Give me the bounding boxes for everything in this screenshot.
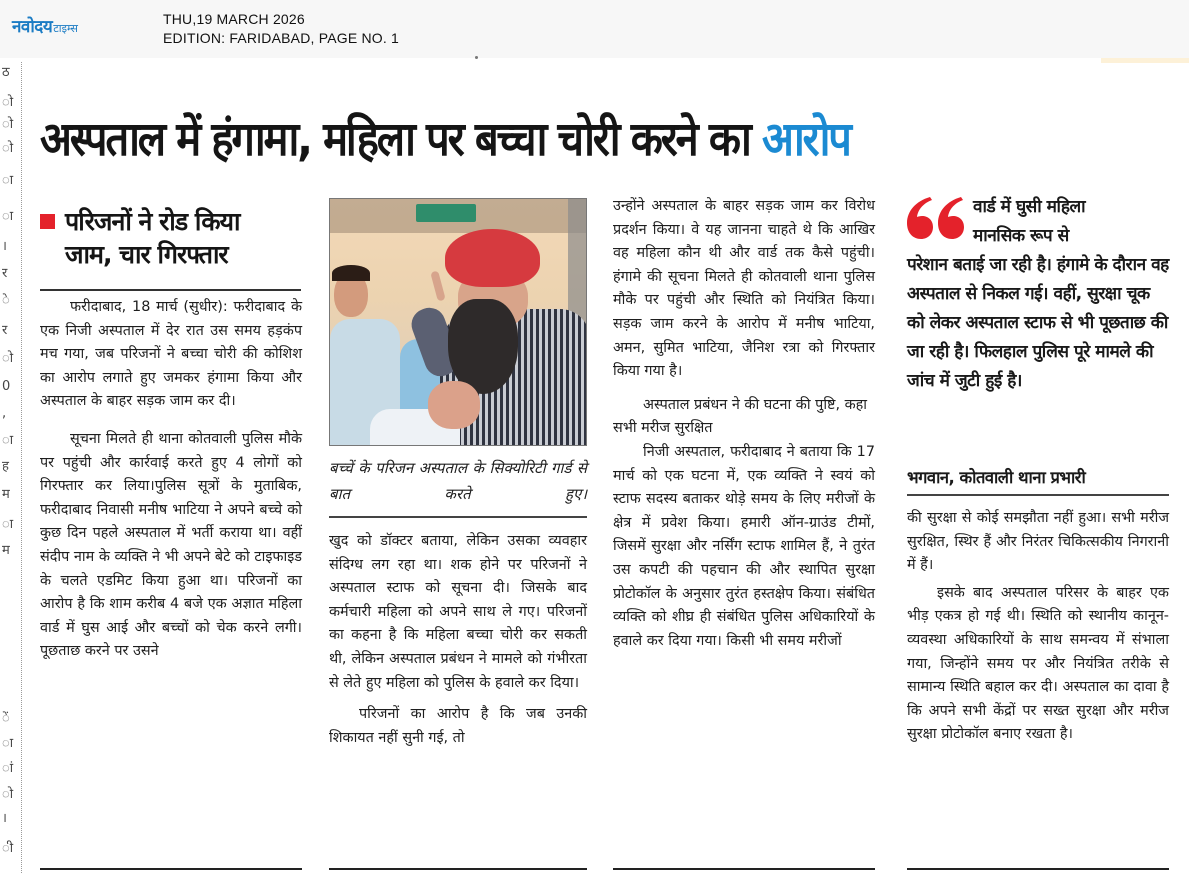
paragraph: निजी अस्पताल, फरीदाबाद ने बताया कि 17 मार्च को एक घटना में, एक व्यक्ति ने स्वयं को स्टाफ सदस्य बताकर थोड़े समय के लिए मरीजों के क्षेत्र में प्रवेश किया। हमारी ऑन-ग्राउंड टीमों, जिसमें सुरक्षा और नर्सिंग स्टाफ शामिल हैं, ने तुरंत उस कपटी की पहचान की और स्थापित सुरक्षा प्रोटोकॉल के अनुसार तुरंत हस्तक्षेप किया। संबंधित व्यक्ति को शीघ्र ही संबंधित पुलिस अधिकारियों के हवाले कर दिया गया। किसी भी समय मरीजों — [613, 443, 875, 649]
column-divider-dotted — [21, 62, 22, 873]
bleed-char: ो — [2, 351, 14, 366]
column-bottom-rule — [613, 868, 875, 870]
bleed-char: र — [2, 323, 8, 338]
column-bottom-rule — [329, 868, 587, 870]
bleed-char: म — [2, 487, 10, 502]
paragraph: सूचना मिलते ही थाना कोतवाली पुलिस मौके पर पहुंची और कार्रवाई करते हुए 4 लोगों को गिरफ्तार कर लिया।पुलिस सूत्रों के मुताबिक, फरीदाबाद निवासी मनीष भाटिया ने अपने बच्चे को कुछ दिन पहले अस्पताल में भर्ती कराया था। वहीं संदीप नाम के व्यक्ति ने भी अपने बेटे को टाइफाइड के चलते एडमिट किया हुआ था। परिजनों का आरोप है कि शाम करीब 4 बजे एक अज्ञात महिला वार्ड में घुस आई और बच्चों को चेक करने लगी। पूछताछ करने पर उसने — [40, 430, 302, 660]
quote-attribution: भगवान, कोतवाली थाना प्रभारी — [907, 468, 1086, 487]
bleed-char: ां — [2, 761, 14, 776]
quote-line-2: मानसिक रूप से — [973, 226, 1069, 246]
paragraph-dateline: फरीदाबाद, 18 मार्च (सुधीर): फरीदाबाद के एक निजी अस्पताल में देर रात उस समय हड़कंप मच गया, जब परिजनों ने बच्चा चोरी की कोशिश का आरोप लगाते हुए जमकर हंगामा किया और अस्पताल के बाहर सड़क जाम कर दी। — [40, 299, 302, 410]
bleed-char: ा — [2, 173, 14, 188]
paragraph: की सुरक्षा से कोई समझौता नहीं हुआ। सभी मरीज सुरक्षित, स्थिर हैं और निरंतर चिकित्सकीय निगरानी में हैं। — [907, 510, 1169, 574]
bleed-char: 0 — [2, 379, 11, 394]
logo-main-text: नवोदय — [12, 17, 53, 37]
edition-date: THU,19 MARCH 2026 — [163, 11, 305, 27]
article-headline — [40, 100, 850, 180]
edition-page: EDITION: FARIDABAD, PAGE NO. 1 — [163, 30, 400, 46]
bleed-char: ें — [2, 711, 10, 726]
bleed-char: े — [2, 293, 10, 308]
bleed-char: ो — [2, 141, 14, 156]
photo-red-turban — [445, 229, 540, 287]
column-bottom-rule — [907, 868, 1169, 870]
paragraph: इसके बाद अस्पताल परिसर के बाहर एक भीड़ एकत्र हो गई थी। स्थिति को स्थानीय कानून-व्यवस्था अधिकारियों के साथ समन्वय में संभाला गया, जिन्होंने समय पर और नियंत्रित तरीके से सामान्य स्थिति बहाल कर दी। अस्पताल का दावा है कि अपने सभी केंद्रों पर सख्त सुरक्षा और मरीज सुरक्षा प्रोटोकॉल बनाए रखता है। — [907, 584, 1169, 743]
adjacent-article-bleed — [0, 62, 20, 873]
bleed-char: ा — [2, 736, 14, 751]
bleed-char: , — [2, 406, 7, 421]
pull-quote — [907, 193, 1169, 396]
article-subheadline — [40, 205, 302, 271]
article-column-1 — [40, 296, 302, 664]
bleed-char: ा — [2, 517, 14, 532]
quote-divider — [907, 494, 1169, 496]
subhead-line-1 — [40, 205, 302, 238]
bleed-char: ो — [2, 117, 14, 132]
red-square-bullet-icon — [40, 214, 55, 229]
article-column-3 — [613, 195, 875, 653]
column-bottom-rule — [40, 868, 302, 870]
subhead-line-2: जाम, चार गिरफ्तार — [65, 240, 228, 269]
photo-pointing-finger — [430, 270, 445, 301]
entry-sign — [416, 204, 476, 222]
article-column-2 — [329, 530, 587, 750]
section-crosshead: अस्पताल प्रबंधन ने की घटना की पुष्टि, कहा सभी मरीज सुरक्षित — [613, 396, 868, 437]
bleed-char: ो — [2, 787, 14, 802]
photo-hand — [428, 381, 480, 429]
quote-line-1: वार्ड में घुसी महिला — [973, 197, 1086, 217]
print-mark — [475, 56, 478, 59]
headline-main-text: अस्पताल में हंगामा, महिला पर बच्चा चोरी करने का — [40, 112, 762, 167]
photo-person-left-hair — [332, 265, 370, 281]
subhead-divider — [40, 289, 301, 291]
photo-beard — [448, 299, 518, 394]
logo-sub-text: टाइम्स — [53, 22, 78, 35]
bleed-char: ी — [2, 841, 14, 856]
bleed-char: । — [2, 239, 7, 254]
headline-accent-word: आरोप — [761, 112, 850, 167]
paragraph: उन्होंने अस्पताल के बाहर सड़क जाम कर विरोध प्रदर्शन किया। वे यह जानना चाहते थे कि आखिर वह महिला कौन थी और वार्ड तक कैसे पहुंची। हंगामे की सूचना मिलते ही कोतवाली थाना पुलिस मौके पर पहुंची और स्थिति को नियंत्रित किया। सड़क जाम करने के आरोप में मनीष भाटिया, अमन, सुमित भाटिया, जैनिश रत्रा को गिरफ्तार किया गया है। — [613, 198, 875, 380]
bleed-char: र — [2, 266, 8, 281]
bleed-char: ठ — [2, 65, 10, 80]
caption-divider — [329, 516, 587, 518]
edition-header-bar — [0, 0, 1189, 58]
quote-body: परेशान बताई जा रही है। हंगामे के दौरान वह अस्पताल से निकल गई। वहीं, सुरक्षा चूक को लेकर अस्पताल स्टाफ से भी पूछताछ की जा रही है। फिलहाल पुलिस पूरे मामले की जांच में जुटी हुई है। — [907, 255, 1169, 391]
corner-accent-strip — [1101, 58, 1189, 63]
bleed-char: ा — [2, 433, 14, 448]
news-photo[interactable] — [329, 198, 587, 446]
paragraph: खुद को डॉक्टर बताया, लेकिन उसका व्यवहार संदिग्ध लग रहा था। शक होने पर परिजनों ने अस्पताल स्टाफ को सूचना दी। जिसके बाद कर्मचारी महिला को अपने साथ ले गए। परिजनों का कहना है कि महिला बच्चा चोरी कर सकती थी, लेकिन अस्पताल प्रबंधन ने मामले को गंभीरता से लेते हुए महिला को पुलिस के हवाले कर दिया। — [329, 533, 587, 691]
bleed-char: ह — [2, 459, 9, 474]
bleed-char: म — [2, 543, 10, 558]
bleed-char: । — [2, 811, 7, 826]
photo-caption: बच्चें के परिजन अस्पताल के सिक्योरिटी गार्ड से बात करते हुए। — [329, 459, 587, 503]
bleed-char: ो — [2, 95, 14, 110]
article-column-4 — [907, 507, 1169, 747]
newspaper-logo[interactable] — [12, 14, 78, 36]
bleed-char: ा — [2, 209, 14, 224]
subhead-text-1: परिजनों ने रोड किया — [65, 207, 240, 236]
edition-info — [163, 10, 399, 48]
paragraph: परिजनों का आरोप है कि जब उनकी शिकायत नहीं सुनी गई, तो — [329, 706, 587, 746]
